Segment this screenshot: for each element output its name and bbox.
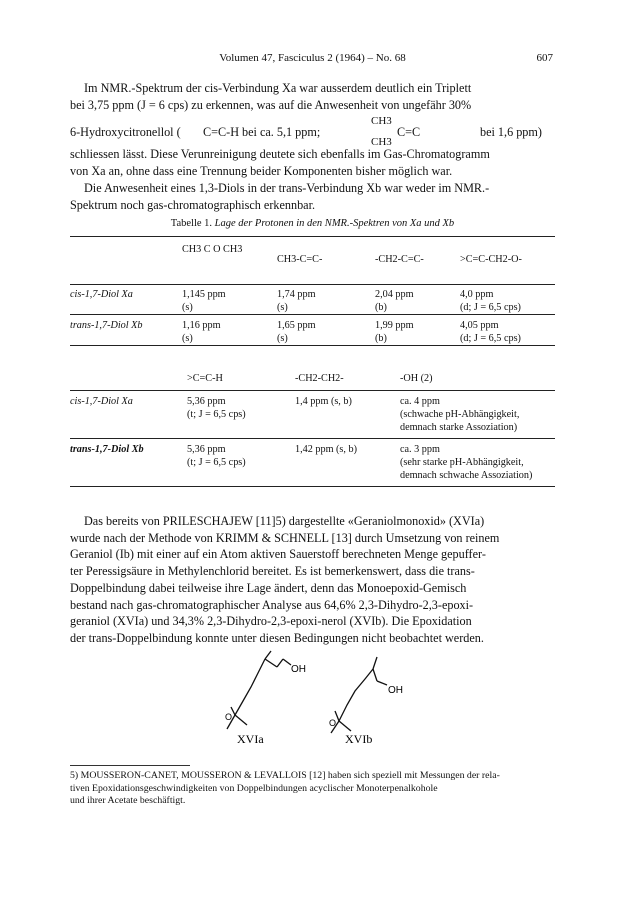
caption-title: Lage der Protonen in den NMR.-Spektren von Xa und Xb bbox=[214, 218, 455, 229]
table-proton-shifts-2 bbox=[70, 366, 555, 488]
o-label-b: O bbox=[329, 718, 337, 728]
table-row: cis-1,7-Diol Xa 1,145 ppm (s) 1,74 ppm (s) 2,04 ppm (b) 4,0 ppm (d; J = 6,5 cps) bbox=[70, 285, 555, 315]
p1-line5: von Xa an, ohne dass eine Trennung beider Komponenten bisher möglich war. bbox=[70, 163, 453, 178]
p1-line1: Im NMR.-Spektrum der cis-Verbindung Xa war ausserdem deutlich ein Triplett bbox=[84, 81, 472, 95]
oh-label-a: OH bbox=[291, 664, 306, 675]
footnote-line: 5) MOUSSERON-CANET, MOUSSERON & LEVALLOIS [12] haben sich speziell mit Messungen der rela- bbox=[70, 770, 500, 781]
caption-prefix: Tabelle 1. bbox=[170, 218, 213, 229]
structure-xvib bbox=[331, 657, 387, 733]
p1-formula-line bbox=[70, 113, 555, 146]
t2-header-1: -CH2-CH2- bbox=[295, 373, 344, 384]
t1-header-2: -CH2-C=C- bbox=[375, 254, 424, 265]
p1-line3d: bei 1,6 ppm) bbox=[480, 125, 542, 139]
structure-xvia bbox=[227, 651, 291, 729]
running-header bbox=[0, 52, 625, 68]
p3-line: wurde nach der Methode von KRIMM & SCHNELL [13] durch Umsetzung von reinem bbox=[70, 530, 500, 545]
epoxide-structures bbox=[205, 645, 425, 745]
p1-line4: schliessen lässt. Diese Verunreinigung deutete sich ebenfalls im Gas-Chromatogramm bbox=[70, 147, 490, 161]
table-row: trans-1,7-Diol Xb 1,16 ppm (s) 1,65 ppm (s) 1,99 ppm (b) 4,05 ppm (d; J = 6,5 cps) bbox=[70, 315, 555, 346]
p1-line3c: C=C bbox=[397, 125, 421, 139]
p1-line3a: 6-Hydroxycitronellol ( bbox=[70, 125, 181, 139]
p3-line: ter Peressigsäure in Methylenchlorid bereitet. Es ist bemerkenswert, dass die trans- bbox=[70, 564, 475, 579]
p3-line: bestand nach gas-chromatographischer Analyse aus 64,6% 2,3-Dihydro-2,3-epoxi- bbox=[70, 597, 474, 612]
table-row: trans-1,7-Diol Xb 5,36 ppm (t; J = 6,5 cps) 1,42 ppm (s, b) ca. 3 ppm (sehr starke pH-Abhängigkeit, demnach schwache Assoziation) bbox=[70, 438, 555, 486]
paragraph-nmr-cis bbox=[70, 80, 555, 179]
table-proton-shifts-1 bbox=[70, 236, 555, 347]
paragraph-geraniolmonoxid bbox=[70, 513, 555, 647]
table-caption bbox=[70, 218, 555, 229]
p2-line1: Die Anwesenheit eines 1,3-Diols in der trans-Verbindung Xb war weder im NMR.- bbox=[84, 181, 490, 195]
t2-header-0: >C=C-H bbox=[187, 373, 223, 384]
t1-header-3: >C=C-CH2-O- bbox=[460, 254, 522, 265]
row-label: trans-1,7-Diol Xb bbox=[70, 320, 143, 331]
page-number: 607 bbox=[536, 52, 553, 64]
journal-issue: Volumen 47, Fasciculus 2 (1964) – No. 68 bbox=[219, 52, 406, 64]
row-label: trans-1,7-Diol Xb bbox=[70, 443, 144, 455]
row-label: cis-1,7-Diol Xa bbox=[70, 395, 133, 407]
ch3-upper: CH3 bbox=[371, 115, 392, 127]
label-xvib: XVIb bbox=[345, 732, 373, 745]
p1-line3b: C=C-H bei ca. 5,1 ppm; bbox=[203, 125, 321, 139]
ch3-lower: CH3 bbox=[371, 136, 392, 148]
row-label: cis-1,7-Diol Xa bbox=[70, 289, 133, 300]
o-label-a: O bbox=[225, 712, 233, 722]
footnote-line: und ihrer Acetate beschäftigt. bbox=[70, 795, 186, 806]
p1-line2: bei 3,75 ppm (J = 6 cps) zu erkennen, was auf die Anwesenheit von ungefähr 30% bbox=[70, 97, 472, 112]
p3-line: der trans-Doppelbindung konnte unter diesen Bedingungen nicht beobachtet werden. bbox=[70, 630, 484, 645]
footnote-line: tiven Epoxidationsgeschwindigkeiten von Doppelbindungen acyclischer Monoterpenalkohole bbox=[70, 782, 438, 794]
t2-header-2: -OH (2) bbox=[400, 373, 433, 384]
t1-header-0: CH3 C O CH3 bbox=[182, 244, 243, 255]
p2-line2: Spektrum noch gas-chromatographisch erkennbar. bbox=[70, 197, 316, 212]
t1-header-1: CH3-C=C- bbox=[277, 254, 323, 265]
p3-line: geraniol (XVIa) und 34,3% 2,3-Dihydro-2,3-epoxi-nerol (XVIb). Die Epoxidation bbox=[70, 614, 472, 629]
footnote-rule bbox=[70, 765, 190, 766]
footnote bbox=[70, 770, 555, 808]
p3-line: Geraniol (Ib) mit einer auf ein Atom aktiven Sauerstoff berechneten Menge gepuffer- bbox=[70, 547, 486, 562]
label-xvia: XVIa bbox=[237, 732, 264, 745]
p3-line: Das bereits von PRILESCHAJEW [11]5) dargestellte «Geraniolmonoxid» (XVIa) bbox=[84, 514, 485, 528]
p3-line: Doppelbindung dabei teilweise ihre Lage ändert, denn das Monoepoxid-Gemisch bbox=[70, 580, 467, 595]
paragraph-trans-diol bbox=[70, 180, 555, 213]
oh-label-b: OH bbox=[388, 685, 403, 696]
table-row: cis-1,7-Diol Xa 5,36 ppm (t; J = 6,5 cps) 1,4 ppm (s, b) ca. 4 ppm (schwache pH-Abhängigkeit, demnach starke Assoziation) bbox=[70, 390, 555, 438]
